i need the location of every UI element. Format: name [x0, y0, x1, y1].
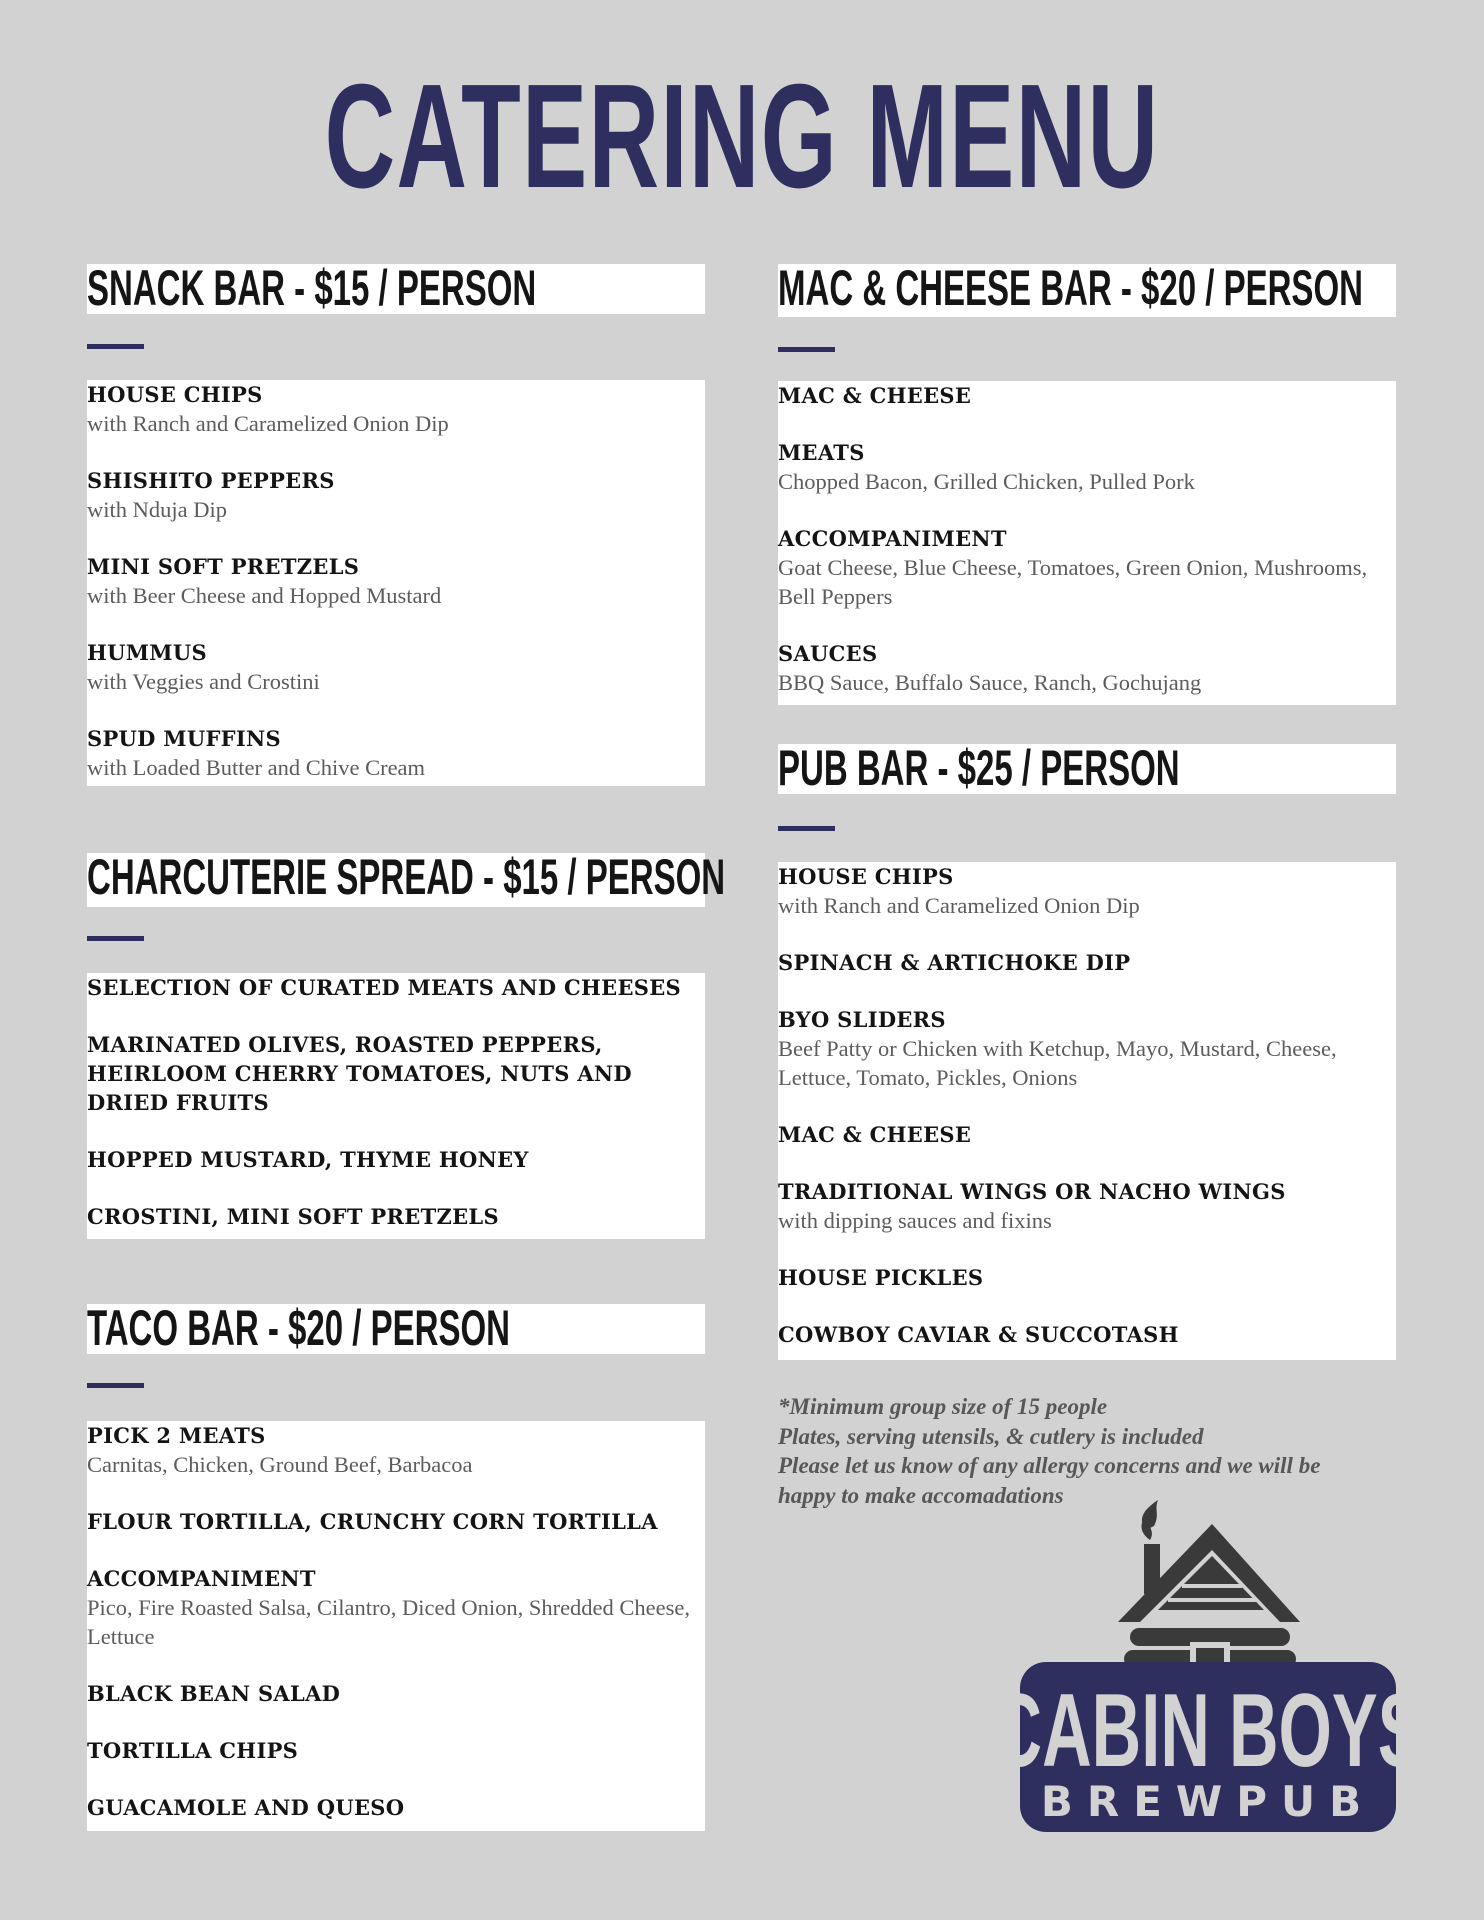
menu-item	[87, 466, 705, 524]
menu-item	[778, 1177, 1396, 1235]
taco-bar-heading-text: TACO BAR - $20 / PERSON	[87, 1300, 510, 1356]
logo-line2: BREWPUB	[1040, 1777, 1376, 1826]
menu-item	[778, 639, 1396, 697]
menu-item	[778, 948, 1396, 977]
menu-item	[87, 1679, 705, 1708]
menu-item-name: MAC & CHEESE	[778, 383, 972, 408]
taco-bar-rule	[87, 1383, 144, 1388]
mac-bar-list	[778, 381, 1396, 705]
menu-item-name: HOUSE PICKLES	[778, 1265, 984, 1290]
page-title: CATERING MENU	[324, 54, 1160, 219]
pub-bar-heading-text: PUB BAR - $25 / PERSON	[778, 740, 1180, 796]
menu-item	[87, 1564, 705, 1651]
menu-item-description: with Ranch and Caramelized Onion Dip	[87, 411, 449, 436]
note-allergy: Please let us know of any allergy concerns and we will be happy to make accomadations	[778, 1453, 1321, 1508]
menu-item	[87, 1736, 705, 1765]
menu-item-description: BBQ Sauce, Buffalo Sauce, Ranch, Gochujang	[778, 670, 1202, 695]
menu-item	[87, 973, 705, 1002]
pub-bar-list	[778, 862, 1396, 1360]
brand-logo	[992, 1482, 1424, 1841]
menu-item-description: with Ranch and Caramelized Onion Dip	[778, 893, 1140, 918]
menu-item-name: COWBOY CAVIAR & SUCCOTASH	[778, 1322, 1179, 1347]
menu-item-description: Chopped Bacon, Grilled Chicken, Pulled Pork	[778, 469, 1195, 494]
pub-bar-heading	[778, 740, 1396, 796]
note-utensils: Plates, serving utensils, & cutlery is included	[778, 1423, 1204, 1449]
mac-bar-heading	[778, 260, 1396, 317]
menu-item-name: MARINATED OLIVES, ROASTED PEPPERS, HEIRLOOM CHERRY TOMATOES, NUTS AND DRIED FRUITS	[87, 1032, 632, 1115]
menu-item	[87, 1145, 705, 1174]
menu-item-name: HOUSE CHIPS	[87, 382, 263, 407]
menu-item	[778, 438, 1396, 496]
menu-item	[778, 862, 1396, 920]
menu-item-name: HOPPED MUSTARD, THYME HONEY	[87, 1147, 529, 1172]
snack-bar-heading-text: SNACK BAR - $15 / PERSON	[87, 260, 537, 316]
menu-item-description: Pico, Fire Roasted Salsa, Cilantro, Diced Onion, Shredded Cheese, Lettuce	[87, 1595, 691, 1649]
charcuterie-list	[87, 973, 705, 1239]
menu-item-description: with Veggies and Crostini	[87, 669, 320, 694]
menu-item-name: CROSTINI, MINI SOFT PRETZELS	[87, 1204, 499, 1229]
menu-item	[778, 1005, 1396, 1092]
menu-item-name: HUMMUS	[87, 640, 207, 665]
menu-item-name: SPINACH & ARTICHOKE DIP	[778, 950, 1131, 975]
menu-item	[778, 524, 1396, 611]
snack-bar-list	[87, 380, 705, 786]
menu-item-description: Carnitas, Chicken, Ground Beef, Barbacoa	[87, 1452, 473, 1477]
charcuterie-heading	[87, 849, 726, 907]
menu-item	[778, 1320, 1396, 1349]
charcuterie-rule	[87, 936, 144, 941]
menu-item-description: Beef Patty or Chicken with Ketchup, Mayo, Mustard, Cheese, Lettuce, Tomato, Pickles, Onions	[778, 1036, 1337, 1090]
mac-bar-heading-text: MAC & CHEESE BAR - $20 / PERSON	[778, 260, 1363, 316]
menu-item-description: with Nduja Dip	[87, 497, 227, 522]
log-cabin-icon	[992, 1482, 1424, 1836]
menu-item-name: MAC & CHEESE	[778, 1122, 972, 1147]
menu-item-name: FLOUR TORTILLA, CRUNCHY CORN TORTILLA	[87, 1509, 658, 1534]
menu-item-description: Goat Cheese, Blue Cheese, Tomatoes, Green Onion, Mushrooms, Bell Peppers	[778, 555, 1368, 609]
taco-bar-list	[87, 1421, 705, 1831]
menu-item	[778, 381, 1396, 410]
menu-item-description: with Beer Cheese and Hopped Mustard	[87, 583, 442, 608]
snack-bar-heading	[87, 260, 705, 316]
menu-item	[87, 552, 705, 610]
menu-item-name: ACCOMPANIMENT	[87, 1566, 316, 1591]
menu-item-name: SHISHITO PEPPERS	[87, 468, 335, 493]
menu-item-name: MEATS	[778, 440, 865, 465]
logo-line1: CABIN BOYS	[992, 1671, 1424, 1789]
menu-item	[87, 638, 705, 696]
note-minimum: *Minimum group size of 15 people	[778, 1394, 1108, 1419]
menu-item	[778, 1120, 1396, 1149]
pub-bar-rule	[778, 826, 835, 831]
menu-item	[87, 380, 705, 438]
menu-item-name: TORTILLA CHIPS	[87, 1738, 299, 1763]
menu-item-name: BYO SLIDERS	[778, 1007, 946, 1032]
menu-item-name: PICK 2 MEATS	[87, 1423, 266, 1448]
menu-item-name: GUACAMOLE AND QUESO	[87, 1795, 405, 1820]
menu-item	[87, 1793, 705, 1822]
menu-item	[87, 1507, 705, 1536]
menu-item-name: MINI SOFT PRETZELS	[87, 554, 360, 579]
snack-bar-rule	[87, 344, 144, 349]
menu-item	[87, 1421, 705, 1479]
menu-item-name: HOUSE CHIPS	[778, 864, 954, 889]
menu-item	[87, 1030, 705, 1117]
menu-item-name: SELECTION OF CURATED MEATS AND CHEESES	[87, 975, 682, 1000]
menu-item	[778, 1263, 1396, 1292]
menu-item	[87, 724, 705, 782]
taco-bar-heading	[87, 1300, 705, 1356]
menu-item-description: with dipping sauces and fixins	[778, 1208, 1052, 1233]
menu-item-name: ACCOMPANIMENT	[778, 526, 1007, 551]
menu-item-name: SAUCES	[778, 641, 878, 666]
menu-item-name: SPUD MUFFINS	[87, 726, 281, 751]
menu-item-name: BLACK BEAN SALAD	[87, 1681, 341, 1706]
menu-item-name: TRADITIONAL WINGS OR NACHO WINGS	[778, 1179, 1286, 1204]
menu-item	[87, 1202, 705, 1231]
menu-item-description: with Loaded Butter and Chive Cream	[87, 755, 426, 780]
charcuterie-heading-text: CHARCUTERIE SPREAD - $15 / PERSON	[87, 849, 726, 905]
mac-bar-rule	[778, 347, 835, 352]
